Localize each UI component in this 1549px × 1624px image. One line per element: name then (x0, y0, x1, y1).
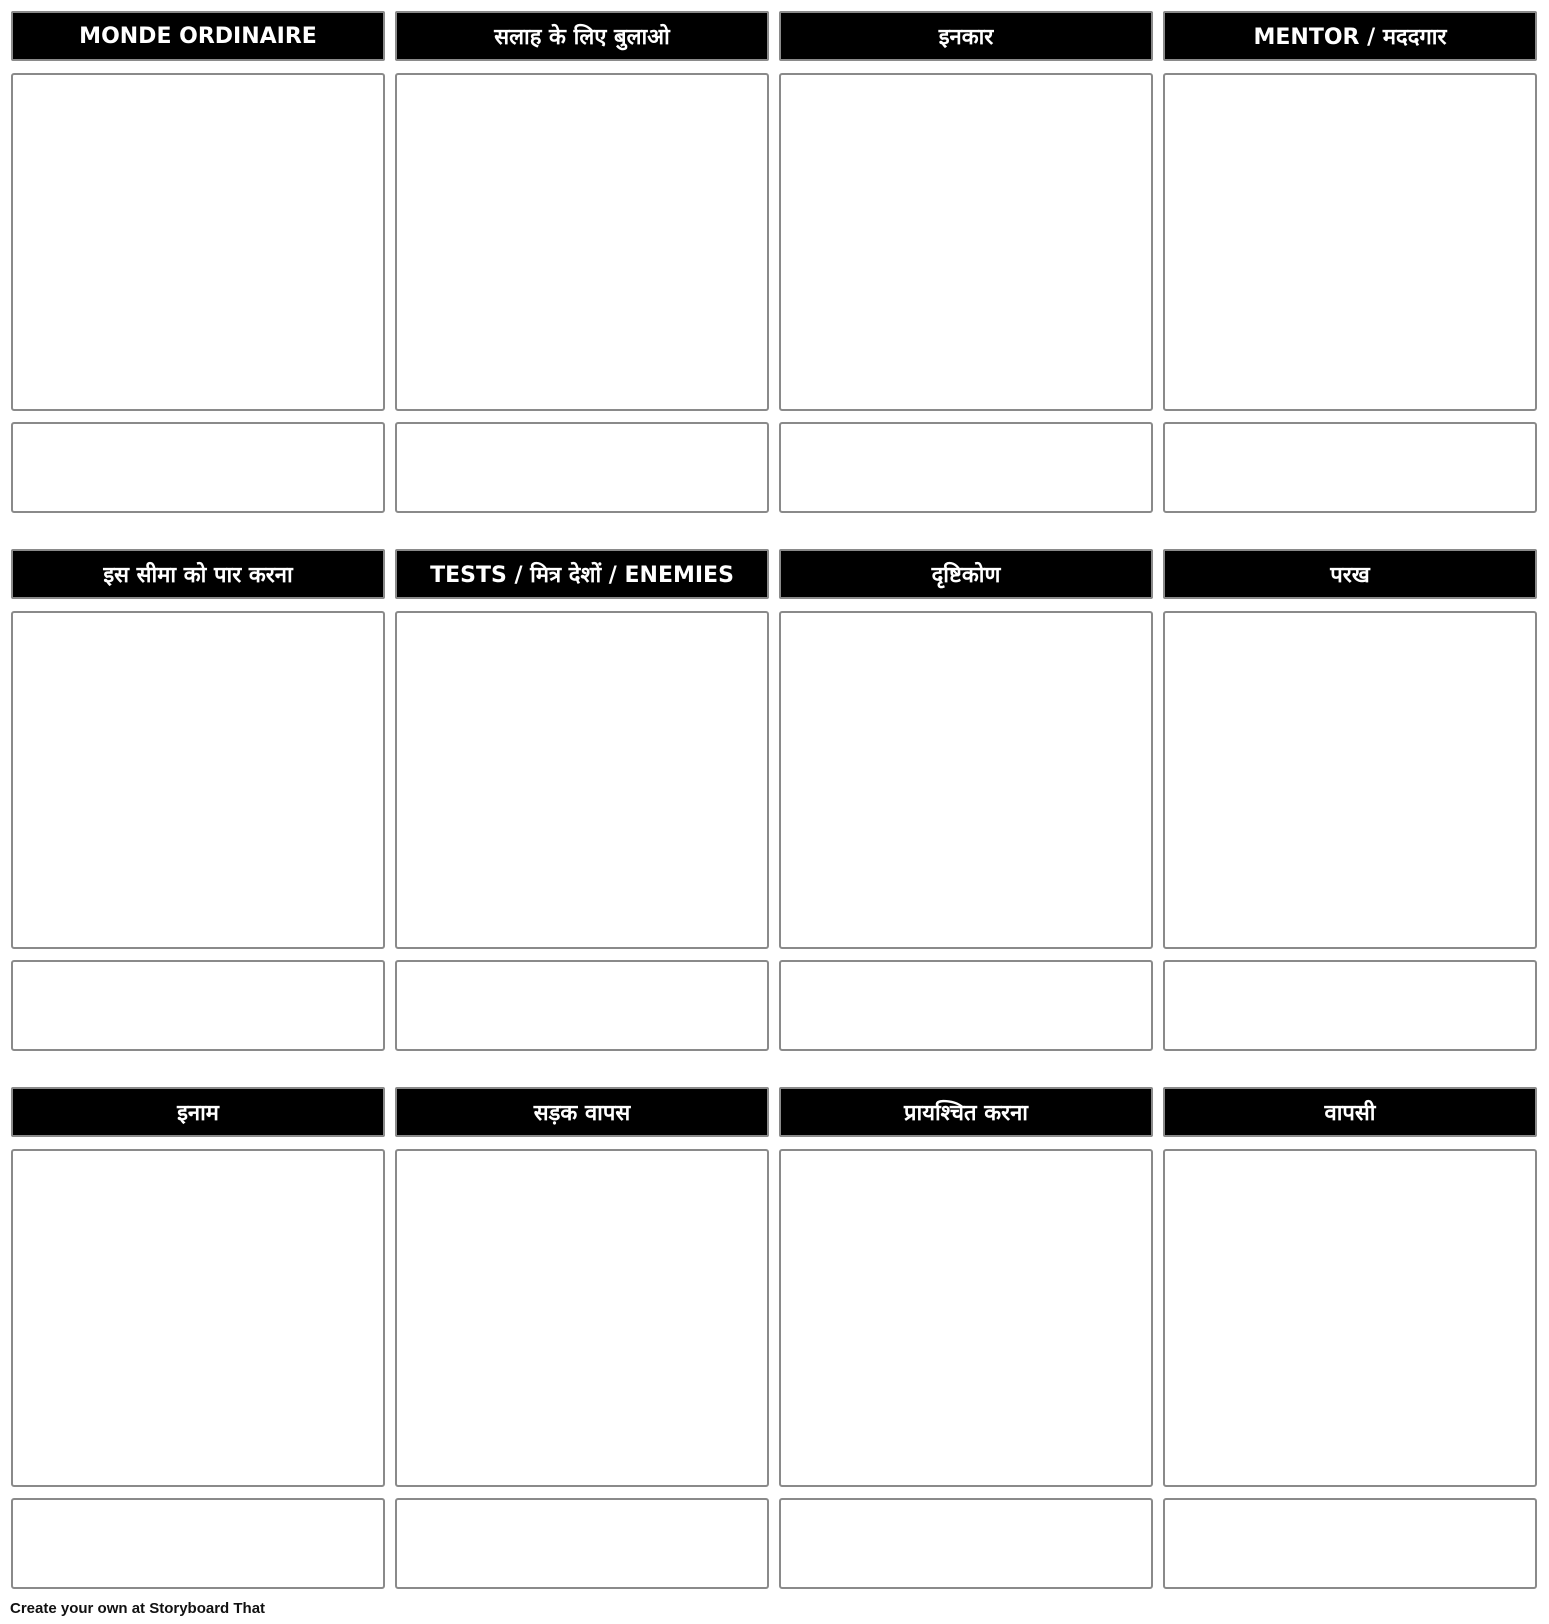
description-box[interactable] (11, 422, 385, 513)
cell-title: MENTOR / मददगार (1163, 11, 1537, 61)
cell-title: परख (1163, 549, 1537, 599)
storyboard-cell (11, 11, 385, 513)
description-box[interactable] (1163, 960, 1537, 1051)
scene-panel[interactable] (395, 611, 769, 949)
description-box[interactable] (1163, 1498, 1537, 1589)
scene-panel[interactable] (395, 1149, 769, 1487)
storyboard-cell (779, 11, 1153, 513)
scene-panel[interactable] (11, 73, 385, 411)
cell-title: MONDE ORDINAIRE (11, 11, 385, 61)
storyboard-cell (1163, 549, 1537, 1051)
description-box[interactable] (779, 960, 1153, 1051)
description-box[interactable] (395, 1498, 769, 1589)
scene-panel[interactable] (1163, 611, 1537, 949)
storyboard-cell (395, 549, 769, 1051)
description-box[interactable] (11, 960, 385, 1051)
description-box[interactable] (395, 960, 769, 1051)
description-box[interactable] (779, 1498, 1153, 1589)
scene-panel[interactable] (11, 611, 385, 949)
storyboard-cell (1163, 11, 1537, 513)
description-box[interactable] (779, 422, 1153, 513)
description-box[interactable] (11, 1498, 385, 1589)
cell-title: प्रायश्चित करना (779, 1087, 1153, 1137)
scene-panel[interactable] (1163, 73, 1537, 411)
storyboard-cell (395, 11, 769, 513)
scene-panel[interactable] (779, 611, 1153, 949)
storyboard-cell (395, 1087, 769, 1589)
cell-title: सलाह के लिए बुलाओ (395, 11, 769, 61)
cell-title: इनकार (779, 11, 1153, 61)
scene-panel[interactable] (1163, 1149, 1537, 1487)
cell-title: इस सीमा को पार करना (11, 549, 385, 599)
cell-title: इनाम (11, 1087, 385, 1137)
scene-panel[interactable] (779, 73, 1153, 411)
scene-panel[interactable] (11, 1149, 385, 1487)
footer-credit-link[interactable]: Create your own at Storyboard That (10, 1600, 266, 1617)
storyboard-grid (11, 11, 1538, 1589)
cell-title: दृष्टिकोण (779, 549, 1153, 599)
storyboard-cell (779, 1087, 1153, 1589)
scene-panel[interactable] (395, 73, 769, 411)
storyboard-cell (1163, 1087, 1537, 1589)
cell-title: TESTS / मित्र देशों / ENEMIES (395, 549, 769, 599)
scene-panel[interactable] (779, 1149, 1153, 1487)
storyboard-cell (11, 1087, 385, 1589)
storyboard-cell (11, 549, 385, 1051)
description-box[interactable] (1163, 422, 1537, 513)
cell-title: सड़क वापस (395, 1087, 769, 1137)
cell-title: वापसी (1163, 1087, 1537, 1137)
description-box[interactable] (395, 422, 769, 513)
storyboard-cell (779, 549, 1153, 1051)
